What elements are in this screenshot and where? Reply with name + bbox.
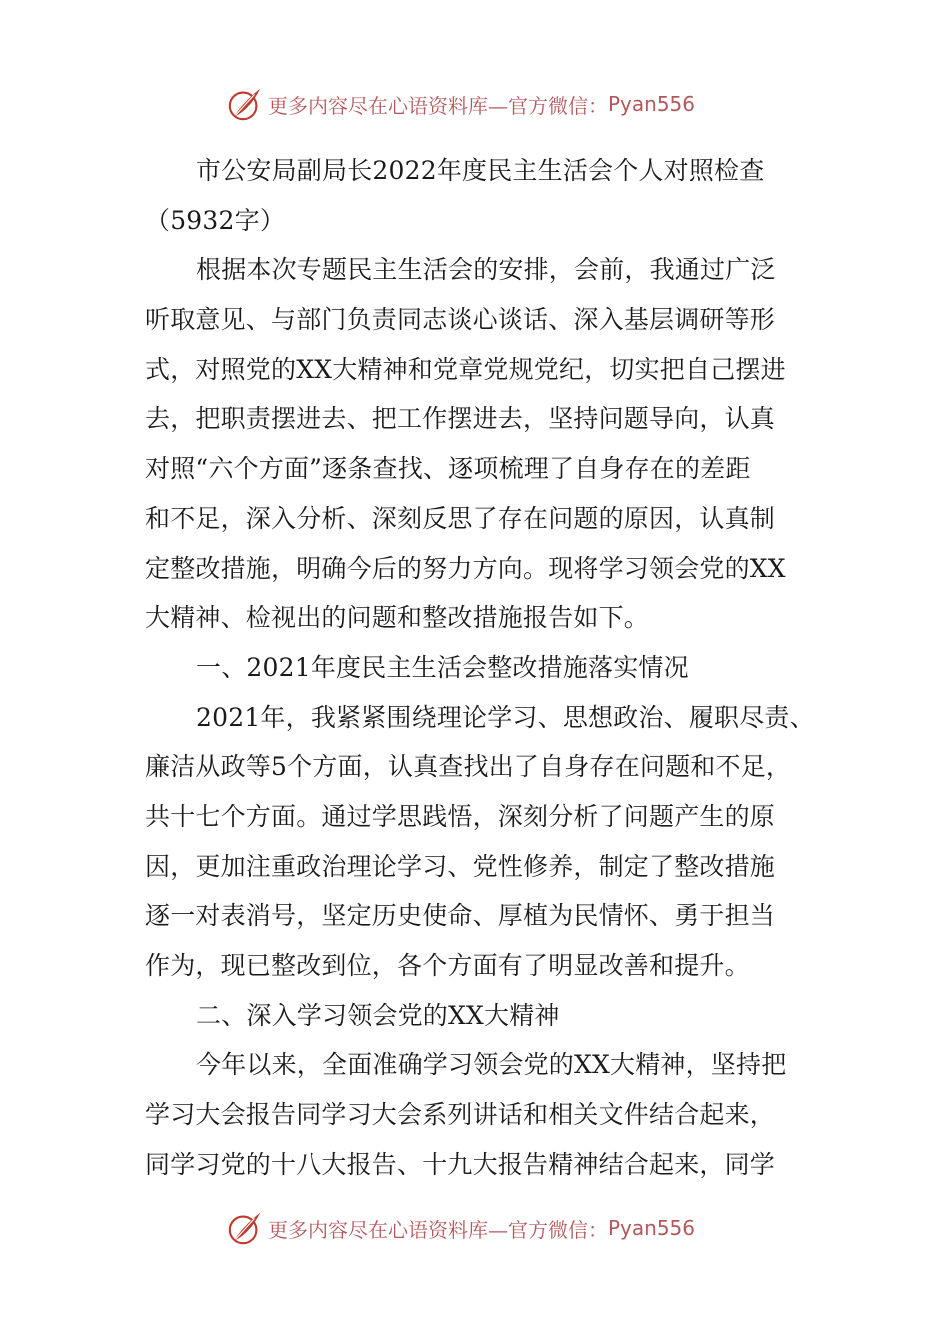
watermark-text: 更多内容尽在心语资料库—官方微信：	[268, 93, 608, 118]
text-line: 共十七个方面。通过学思践悟，深刻分析了问题产生的原	[145, 801, 776, 831]
text-line: 二、深入学习领会党的XX大精神	[196, 1000, 560, 1030]
text-line: 同学习党的十八大报告、十九大报告精神结合起来，同学	[145, 1149, 776, 1179]
quill-logo-icon	[226, 1209, 264, 1247]
document-body	[145, 146, 815, 1189]
text-line: 市公安局副局长2022年度民主生活会个人对照检查	[196, 156, 765, 185]
text-line: 对照“六个方面”逐条查找、逐项梳理了自身存在的差距	[145, 454, 751, 484]
watermark-text: 更多内容尽在心语资料库—官方微信：	[268, 1217, 608, 1242]
text-line: 去，把职责摆进去、把工作摆进去，坚持问题导向，认真	[145, 404, 776, 434]
text-line: 今年以来，全面准确学习领会党的XX大精神，坚持把	[196, 1050, 787, 1080]
text-line: 根据本次专题民主生活会的安排，会前，我通过广泛	[196, 255, 776, 285]
wechat-id: Pyan556	[608, 92, 696, 116]
text-line: 逐一对表消号，坚定历史使命、厚植为民情怀、勇于担当	[145, 901, 776, 931]
footer-watermark-banner	[226, 1208, 695, 1248]
text-line: 廉洁从政等5个方面，认真查找出了自身存在问题和不足，	[145, 752, 792, 782]
text-line: 学习大会报告同学习大会系列讲话和相关文件结合起来，	[145, 1100, 776, 1130]
text-line: （5932字）	[145, 205, 286, 235]
text-line: 2021年，我紧紧围绕理论学习、思想政治、履职尽责、	[196, 702, 815, 732]
quill-logo-icon	[226, 85, 264, 123]
text-line: 和不足，深入分析、深刻反思了存在问题的原因，认真制	[145, 503, 776, 533]
text-line: 听取意见、与部门负责同志谈心谈话、深入基层调研等形	[145, 305, 776, 335]
wechat-id: Pyan556	[608, 1216, 696, 1240]
text-line: 大精神、检视出的问题和整改措施报告如下。	[145, 603, 650, 633]
text-line: 式，对照党的XX大精神和党章党规党纪，切实把自己摆进	[145, 354, 786, 384]
text-line: 一、2021年度民主生活会整改措施落实情况	[196, 652, 689, 682]
text-line: 定整改措施，明确今后的努力方向。现将学习领会党的XX	[145, 553, 786, 583]
header-watermark-banner	[226, 84, 695, 124]
text-line: 因，更加注重政治理论学习、党性修养，制定了整改措施	[145, 851, 776, 881]
text-line: 作为，现已整改到位，各个方面有了明显改善和提升。	[145, 951, 750, 980]
